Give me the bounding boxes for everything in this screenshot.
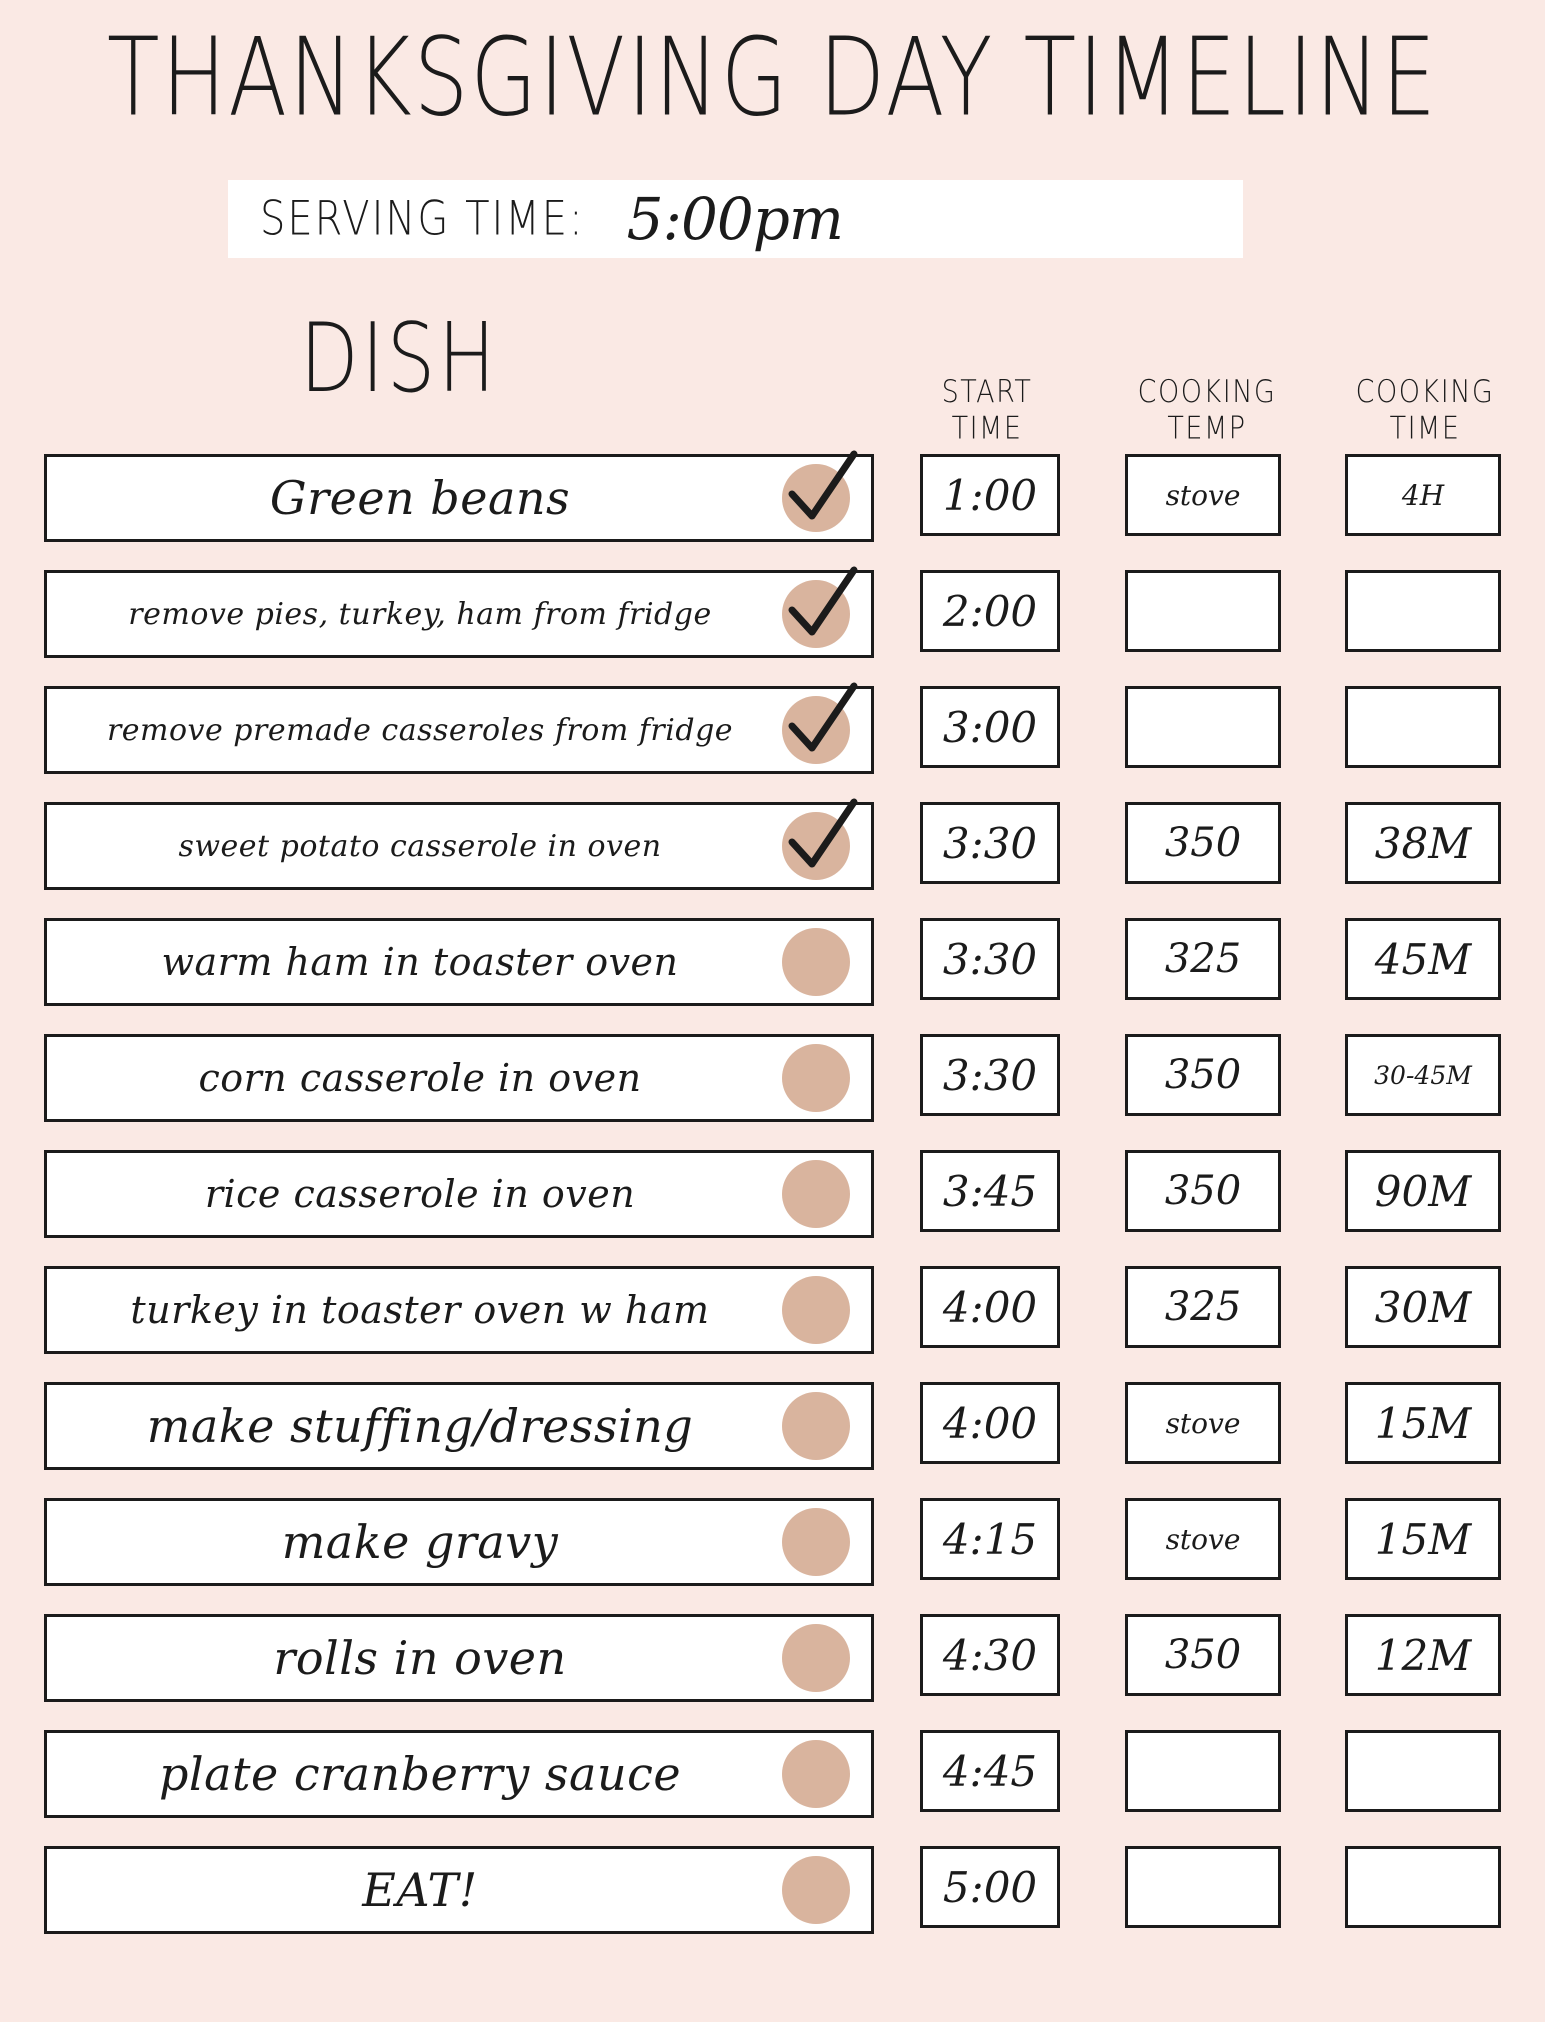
table-row <box>0 918 1545 1008</box>
column-header-dish: DISH <box>300 302 499 414</box>
table-row <box>0 1382 1545 1472</box>
start-time-cell-value: 1:00 <box>942 470 1038 520</box>
cooking-time-cell[interactable] <box>1345 1846 1501 1928</box>
cooking-temp-cell[interactable] <box>1125 1150 1281 1232</box>
column-header-cooking-time-line1: COOKING <box>1355 374 1495 410</box>
cooking-temp-cell[interactable] <box>1125 1498 1281 1580</box>
table-row <box>0 1846 1545 1936</box>
table-row <box>0 570 1545 660</box>
cooking-temp-cell[interactable] <box>1125 1034 1281 1116</box>
table-row <box>0 1034 1545 1124</box>
dish-label: make stuffing/dressing <box>146 1399 694 1453</box>
cooking-time-cell[interactable] <box>1345 1266 1501 1348</box>
cooking-time-cell-value: 12M <box>1374 1630 1472 1680</box>
dish-box <box>44 1498 874 1586</box>
checkbox-dot[interactable] <box>782 1276 850 1344</box>
cooking-temp-cell-value: 350 <box>1164 820 1242 866</box>
table-row <box>0 454 1545 544</box>
dish-label: rolls in oven <box>273 1631 567 1685</box>
cooking-time-cell-value: 38M <box>1374 818 1472 868</box>
dish-label: Green beans <box>269 471 571 525</box>
start-time-cell-value: 4:00 <box>942 1282 1038 1332</box>
cooking-temp-cell[interactable] <box>1125 802 1281 884</box>
checkbox-dot[interactable] <box>782 1856 850 1924</box>
serving-time-value[interactable]: 5:00pm <box>626 185 843 253</box>
cooking-temp-cell[interactable] <box>1125 1382 1281 1464</box>
cooking-time-cell[interactable] <box>1345 802 1501 884</box>
dish-box <box>44 686 874 774</box>
checkbox-dot[interactable] <box>782 1508 850 1576</box>
printable-timeline-page <box>0 15 1545 2022</box>
start-time-cell[interactable] <box>920 802 1060 884</box>
start-time-cell-value: 3:30 <box>942 818 1038 868</box>
dish-label: plate cranberry sauce <box>158 1747 682 1801</box>
dish-label: turkey in toaster oven w ham <box>130 1288 710 1332</box>
start-time-cell[interactable] <box>920 1614 1060 1696</box>
cooking-temp-cell[interactable] <box>1125 454 1281 536</box>
dish-label: make gravy <box>281 1515 559 1569</box>
table-row <box>0 1614 1545 1704</box>
start-time-cell[interactable] <box>920 918 1060 1000</box>
dish-box <box>44 802 874 890</box>
cooking-time-cell[interactable] <box>1345 1730 1501 1812</box>
column-header-cooking-time-line2: TIME <box>1389 410 1461 447</box>
cooking-time-cell[interactable] <box>1345 1614 1501 1696</box>
start-time-cell-value: 5:00 <box>942 1862 1038 1912</box>
checkbox-dot[interactable] <box>782 696 850 764</box>
cooking-temp-cell[interactable] <box>1125 1266 1281 1348</box>
cooking-time-cell[interactable] <box>1345 918 1501 1000</box>
cooking-temp-cell[interactable] <box>1125 570 1281 652</box>
dish-box <box>44 1034 874 1122</box>
cooking-temp-cell-value: 350 <box>1164 1052 1242 1098</box>
checkbox-dot[interactable] <box>782 1160 850 1228</box>
start-time-cell[interactable] <box>920 1266 1060 1348</box>
cooking-temp-cell-value: 350 <box>1164 1632 1242 1678</box>
column-header-start-time-line1: START <box>941 374 1033 410</box>
table-row <box>0 1730 1545 1820</box>
start-time-cell[interactable] <box>920 1150 1060 1232</box>
table-row <box>0 1498 1545 1588</box>
column-header-cooking-time <box>1340 374 1510 447</box>
cooking-temp-cell[interactable] <box>1125 1730 1281 1812</box>
dish-box <box>44 454 874 542</box>
start-time-cell-value: 4:45 <box>942 1746 1038 1796</box>
cooking-temp-cell-value: 350 <box>1164 1168 1242 1214</box>
start-time-cell[interactable] <box>920 1846 1060 1928</box>
start-time-cell[interactable] <box>920 1730 1060 1812</box>
dish-box <box>44 1266 874 1354</box>
cooking-time-cell-value: 30M <box>1374 1282 1472 1332</box>
start-time-cell[interactable] <box>920 1382 1060 1464</box>
cooking-temp-cell[interactable] <box>1125 918 1281 1000</box>
checkbox-dot[interactable] <box>782 1392 850 1460</box>
cooking-time-cell[interactable] <box>1345 1382 1501 1464</box>
table-row <box>0 686 1545 776</box>
cooking-time-cell-value: 15M <box>1374 1398 1472 1448</box>
dish-label: remove premade casseroles from fridge <box>106 712 734 748</box>
cooking-time-cell[interactable] <box>1345 1150 1501 1232</box>
dish-box <box>44 1382 874 1470</box>
checkbox-dot[interactable] <box>782 1624 850 1692</box>
checkbox-dot[interactable] <box>782 464 850 532</box>
cooking-temp-cell[interactable] <box>1125 686 1281 768</box>
cooking-temp-cell-value: stove <box>1165 478 1241 512</box>
start-time-cell[interactable] <box>920 1498 1060 1580</box>
serving-time-bar <box>228 180 1243 258</box>
start-time-cell-value: 3:30 <box>942 934 1038 984</box>
start-time-cell-value: 2:00 <box>942 586 1038 636</box>
start-time-cell-value: 4:15 <box>942 1514 1038 1564</box>
start-time-cell[interactable] <box>920 570 1060 652</box>
dish-label: EAT! <box>362 1863 478 1917</box>
column-header-start-time <box>912 374 1062 447</box>
dish-label: rice casserole in oven <box>204 1172 636 1216</box>
dish-box <box>44 1846 874 1934</box>
cooking-time-cell[interactable] <box>1345 570 1501 652</box>
cooking-temp-cell-value: 325 <box>1164 1284 1242 1330</box>
start-time-cell-value: 4:00 <box>942 1398 1038 1448</box>
dish-box <box>44 1614 874 1702</box>
checkbox-dot[interactable] <box>782 812 850 880</box>
cooking-time-cell[interactable] <box>1345 1498 1501 1580</box>
start-time-cell-value: 3:45 <box>942 1166 1038 1216</box>
start-time-cell[interactable] <box>920 1034 1060 1116</box>
start-time-cell-value: 4:30 <box>942 1630 1038 1680</box>
dish-label: remove pies, turkey, ham from fridge <box>128 596 712 632</box>
dish-label: corn casserole in oven <box>198 1056 642 1100</box>
cooking-time-cell-value: 30-45M <box>1374 1060 1472 1090</box>
cooking-time-cell-value: 45M <box>1374 934 1472 984</box>
cooking-time-cell[interactable] <box>1345 686 1501 768</box>
cooking-temp-cell[interactable] <box>1125 1846 1281 1928</box>
checkbox-dot[interactable] <box>782 928 850 996</box>
dish-label: warm ham in toaster oven <box>161 940 679 984</box>
dish-box <box>44 918 874 1006</box>
serving-time-label: SERVING TIME: <box>260 191 585 247</box>
start-time-cell[interactable] <box>920 686 1060 768</box>
cooking-temp-cell[interactable] <box>1125 1614 1281 1696</box>
timeline-rows <box>0 454 1545 1962</box>
dish-box <box>44 1730 874 1818</box>
column-header-start-time-line2: TIME <box>951 410 1023 447</box>
cooking-temp-cell-value: stove <box>1165 1522 1241 1556</box>
cooking-time-cell-value: 4H <box>1401 478 1445 512</box>
cooking-time-cell-value: 15M <box>1374 1514 1472 1564</box>
start-time-cell-value: 3:30 <box>942 1050 1038 1100</box>
checkbox-dot[interactable] <box>782 580 850 648</box>
cooking-time-cell[interactable] <box>1345 454 1501 536</box>
dish-box <box>44 1150 874 1238</box>
column-header-cooking-temp-line2: TEMP <box>1167 410 1247 447</box>
start-time-cell-value: 3:00 <box>942 702 1038 752</box>
cooking-temp-cell-value: stove <box>1165 1406 1241 1440</box>
table-row <box>0 802 1545 892</box>
checkbox-dot[interactable] <box>782 1044 850 1112</box>
page-title: THANKSGIVING DAY TIMELINE <box>107 15 1438 141</box>
cooking-temp-cell-value: 325 <box>1164 936 1242 982</box>
cooking-time-cell[interactable] <box>1345 1034 1501 1116</box>
column-header-cooking-temp <box>1122 374 1292 447</box>
table-row <box>0 1150 1545 1240</box>
cooking-time-cell-value: 90M <box>1374 1166 1472 1216</box>
column-header-cooking-temp-line1: COOKING <box>1137 374 1277 410</box>
dish-label: sweet potato casserole in oven <box>178 828 662 864</box>
dish-box <box>44 570 874 658</box>
checkbox-dot[interactable] <box>782 1740 850 1808</box>
table-row <box>0 1266 1545 1356</box>
start-time-cell[interactable] <box>920 454 1060 536</box>
